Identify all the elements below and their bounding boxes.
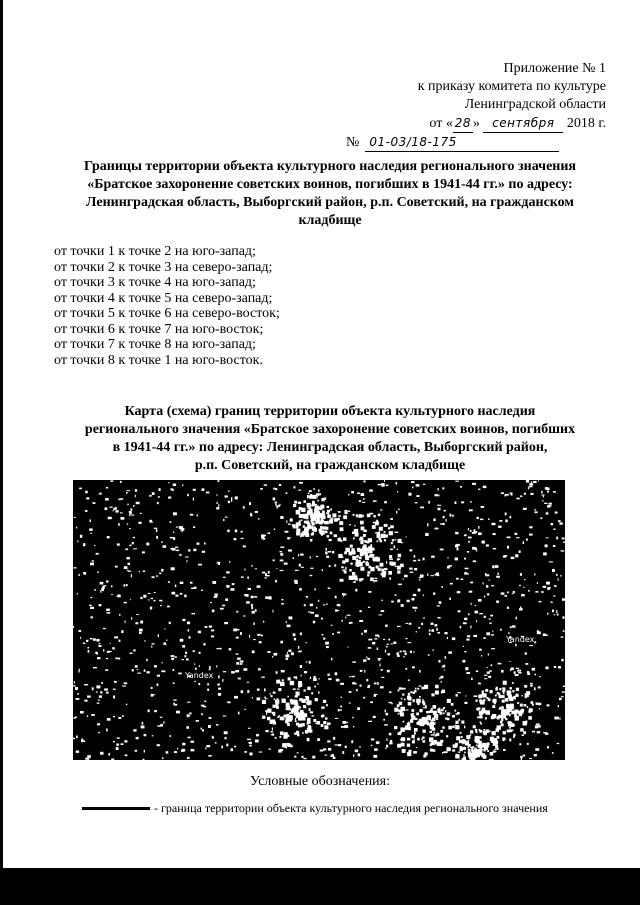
appendix-title: Приложение № 1	[503, 61, 606, 76]
list-item: от точки 7 к точке 8 на юго-запад;	[54, 337, 256, 352]
list-item: от точки 3 к точке 4 на юго-запад;	[54, 275, 256, 290]
date-prefix: от «	[429, 116, 453, 131]
boundaries-heading-line: Границы территории объекта культурного наследия регионального значения	[83, 159, 576, 174]
map-heading-line: в 1941-44 гг.» по адресу: Ленинградская область, Выборгский район,	[112, 440, 548, 455]
map-noise-svg	[73, 480, 565, 760]
map-watermark-left: Yandex	[185, 671, 214, 680]
appendix-block	[346, 60, 606, 152]
scan-bottom-band	[0, 868, 640, 905]
date-year: 2018 г.	[566, 116, 606, 131]
map-image	[73, 480, 565, 760]
map-watermark-right: Yandex	[506, 635, 535, 644]
boundaries-heading-line: кладбище	[298, 213, 362, 228]
date-mid: »	[472, 116, 480, 131]
list-item: от точки 8 к точке 1 на юго-восток.	[54, 352, 263, 368]
date-month-handwritten: сентября	[483, 114, 563, 133]
legend-title: Условные обозначения:	[249, 774, 391, 789]
list-item: от точки 4 к точке 5 на северо-запад;	[54, 290, 273, 306]
boundaries-heading-line: Ленинградская область, Выборгский район, р.п. Советский, на гражданском	[86, 195, 574, 210]
appendix-number-line	[346, 133, 606, 152]
list-item: от точки 5 к точке 6 на северо-восток;	[54, 306, 280, 321]
appendix-region-line: Ленинградской области	[464, 97, 606, 112]
boundaries-heading-line: «Братское захоронение советских воинов, погибших в 1941-44 гг.» по адресу:	[87, 177, 573, 192]
number-sign: №	[346, 135, 360, 150]
number-handwritten: 01-03/18-175	[365, 133, 559, 152]
list-item: от точки 2 к точке 3 на северо-запад;	[54, 259, 273, 275]
boundary-points-list	[54, 244, 454, 368]
legend-item-text: - граница территории объекта культурного наследия регионального значения	[154, 801, 548, 815]
boundaries-heading	[50, 158, 610, 230]
list-item: от точки 1 к точке 2 на юго-запад;	[54, 244, 256, 259]
list-item: от точки 6 к точке 7 на юго-восток;	[54, 321, 264, 337]
legend-boundary-line	[82, 807, 150, 810]
appendix-date-line	[346, 114, 606, 133]
map-heading	[50, 403, 610, 475]
map-heading-line: р.п. Советский, на гражданском кладбище	[194, 458, 466, 473]
appendix-order-line: к приказу комитета по культуре	[417, 79, 606, 94]
scan-left-edge	[0, 0, 3, 868]
map-heading-line: Карта (схема) границ территории объекта культурного наследия	[124, 404, 536, 419]
date-day-handwritten: 28	[453, 114, 473, 133]
legend-row	[82, 798, 602, 818]
map-heading-line: регионального значения «Братское захоронение советских воинов, погибших	[84, 422, 576, 437]
